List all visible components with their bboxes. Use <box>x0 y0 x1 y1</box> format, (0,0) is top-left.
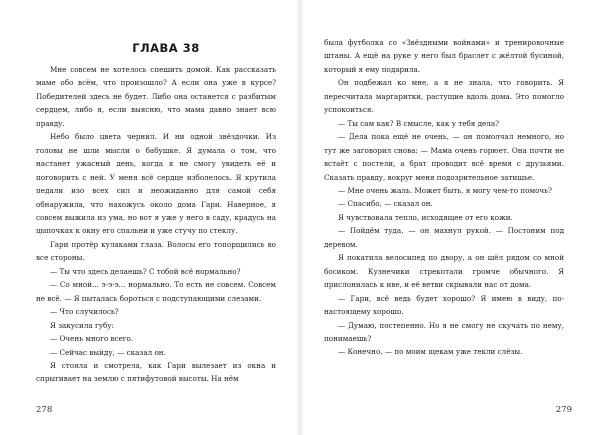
paragraph: Он подбежал ко мне, а я не знала, что говорить. Я пересчитала маргаритки, растущие вдоль дома. Это помогло успокоиться. <box>324 78 564 115</box>
paragraph: была футболка со «Звёздными войнами» и тренировочные штаны. А ещё на руке у него был браслет с жёлтой бусиной, который я ему подарила. <box>324 38 564 74</box>
paragraph: — Думаю, постепенно. Но я не смогу не скучать по нему, понимаешь? <box>324 320 564 343</box>
paragraph: Небо было цвета чернил. И ни одной звёздочки. Из головы не шли мысли о бабушке. Я думала о том, что настанет ужасный день, когда я не смогу увидеть её и поговорить с ней. У меня всё сердце изболелось. Я крутила педали изо всех сил и неожиданно для самой себя обнаружила, что нахожусь около дома Гари. Наверное, я совсем выжила из ума, но вот я уже у него в саду, крадусь на цыпочках к окну его спальни и уже стучу по стеклу. <box>36 132 276 236</box>
paragraph: — Сейчас выйду, — сказал он. <box>50 347 166 357</box>
paragraph: — Ты что здесь делаешь? С тобой всё нормально? <box>50 266 241 276</box>
paragraph: — Конечно, — по моим щекам уже текли слёзы. <box>338 347 523 357</box>
page-number-left: 278 <box>36 405 53 415</box>
paragraph: Гари протёр кулаками глаза. Волосы его топорщились во все стороны. <box>36 239 276 263</box>
paragraph: — Что случилось? <box>50 307 119 317</box>
paragraph: Я закусила губу: <box>50 320 114 330</box>
paragraph: Я чувствовала тепло, исходящее от его кожи. <box>338 212 513 222</box>
paragraph: — Очень много всего. <box>50 334 134 344</box>
paragraph: Я стояла и смотрела, как Гари вылезает из окна и спрыгивает на землю с пятифутовой высоты. На нём <box>36 360 276 384</box>
chapter-title: ГЛАВА 38 <box>132 41 200 55</box>
paragraph: — Пойдём туда, — он махнул рукой. — Постоним под деревом. <box>324 226 564 249</box>
left-page-text <box>36 63 276 386</box>
paragraph: — Со мной... э-э-э... нормально. То есть не совсем. Совсем не всё. — Я пыталась бороться с подступающими слезами. <box>36 280 276 303</box>
page-number-right: 279 <box>555 405 572 415</box>
paragraph: — Мне очень жаль. Может быть, я могу чем-то помочь? <box>338 185 552 195</box>
paragraph: — Гари, всё ведь будет хорошо? Я имею в виду, по-настоящему хорошо. <box>324 293 564 317</box>
right-page-text <box>324 36 564 359</box>
paragraph: Мне совсем не хотелось спешить домой. Как рассказать маме обо всём, что произошло? А если она уже в курсе? Победителей здесь не будет. Либо она останется с разбитым сердцем, либо я, если выясню, что мама давно знает всю правду. <box>36 65 276 128</box>
paragraph: — Спасибо, — сказал он. <box>338 199 433 209</box>
paragraph: — Ты сам как? В смысле, как у тебя дела? <box>338 118 500 128</box>
paragraph: Я покатила велосипед по двору, а он шёл рядом со мной босиком. Кузнечики стрекотали громче обычного. Я прислонилась к иве, и её ветви скрывали нас от дома. <box>324 253 564 290</box>
paragraph: — Дела пока ещё не очень, — он помолчал немного, но тут же заговорил снова: — Мама очень горюет. Она почти не встаёт с постели, а брат проводит всё время с друзьями. Сказать правду, вокруг меня подозрительное затишье. <box>324 132 564 182</box>
right-page <box>300 0 600 435</box>
